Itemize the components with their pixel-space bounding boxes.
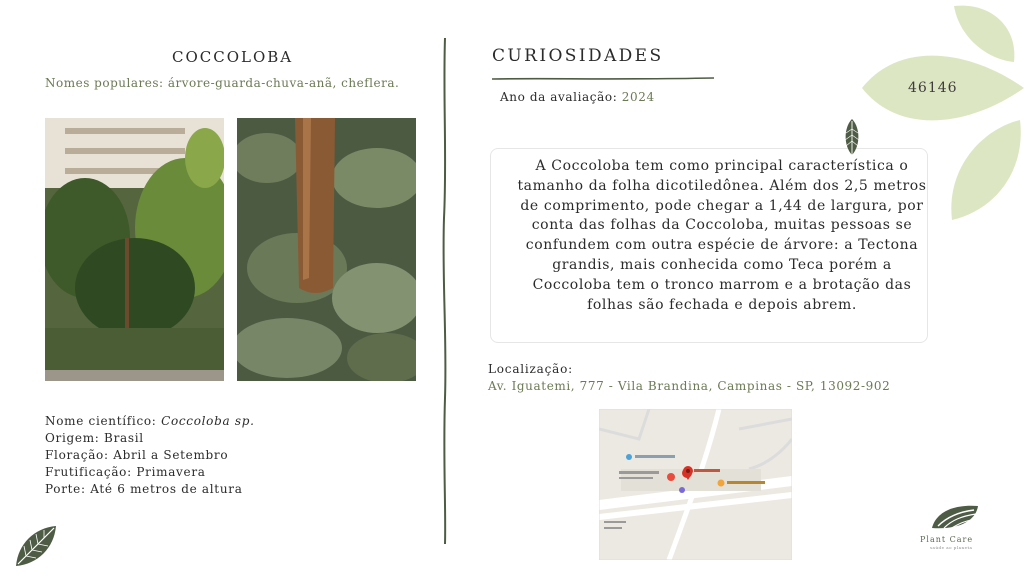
scientific-name-row [45, 413, 255, 430]
scientific-name-value: Coccoloba sp. [161, 414, 255, 428]
flowering-row [45, 447, 255, 464]
fruiting-value: Primavera [136, 465, 206, 479]
title-underline [492, 67, 714, 73]
size-label: Porte: [45, 482, 86, 496]
evaluation-year [500, 90, 655, 104]
location-map[interactable] [599, 409, 792, 560]
vertical-divider [440, 38, 450, 544]
flowering-value: Abril a Setembro [113, 448, 229, 462]
fruiting-row [45, 464, 255, 481]
size-row [45, 481, 255, 498]
map-pin-icon[interactable] [683, 465, 693, 479]
origin-value: Brasil [104, 431, 144, 445]
year-value: 2024 [621, 90, 655, 104]
decorative-leaves [860, 0, 1024, 222]
plant-care-logo-icon [930, 502, 982, 532]
origin-label: Origem: [45, 431, 100, 445]
description-text: A Coccoloba tem como principal característica o tamanho da folha dicotiledônea. Além dos 2,5 metros de comprimento, pode chegar a 1,44 de largura, por conta das folhas da Coccoloba, muitas pessoas se confundem com outra espécie de árvore: a Tectona grandis, mais conhecida como Teca porém a Coccoloba tem o tronco marrom e a brotação das folhas são fechada e depois abrem. [517, 158, 927, 313]
plant-name: COCCOLOBA [172, 48, 294, 66]
size-value: Até 6 metros de altura [90, 482, 243, 496]
origin-row [45, 430, 255, 447]
curiosities-title: CURIOSIDADES [492, 46, 664, 66]
location-label: Localização: [488, 362, 573, 376]
brand-tagline: saúde ao planeta [930, 545, 973, 550]
corner-leaf-icon [12, 522, 60, 570]
location-address[interactable]: Av. Iguatemi, 777 - Vila Brandina, Campinas - SP, 13092-902 [488, 379, 891, 393]
popular-names: Nomes populares: árvore-guarda-chuva-anã, cheflera. [45, 76, 400, 90]
trunk-photo [237, 118, 416, 381]
garden-photo [45, 118, 224, 381]
brand-name: Plant Care [920, 535, 974, 544]
badge-number: 46146 [908, 80, 958, 96]
small-leaf-icon [842, 119, 862, 157]
year-label: Ano da avaliação: [500, 90, 618, 104]
flowering-label: Floração: [45, 448, 109, 462]
plant-facts [45, 413, 255, 498]
scientific-name-label: Nome científico: [45, 414, 157, 428]
fruiting-label: Frutificação: [45, 465, 132, 479]
